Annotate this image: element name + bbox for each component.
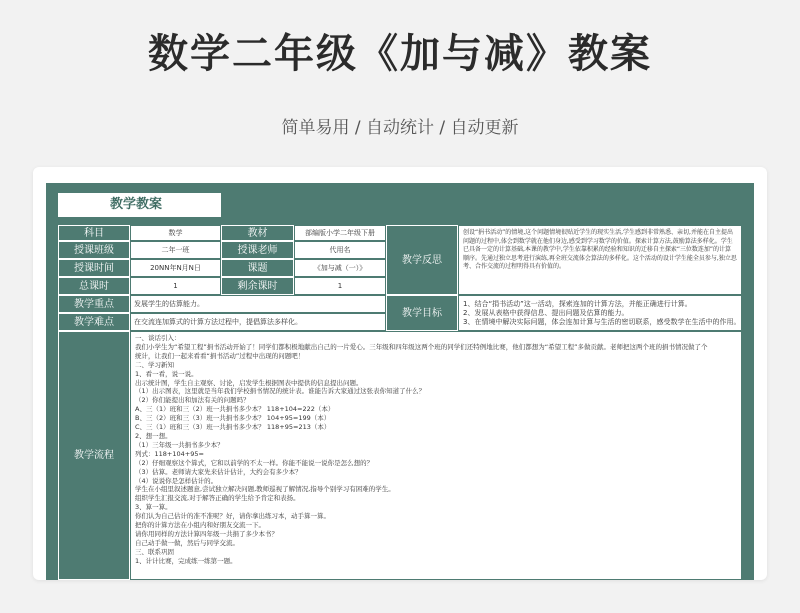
label-difficulties: 教学难点	[58, 313, 130, 331]
label-reflection: 教学反思	[386, 225, 458, 295]
process-line: 1、计计比赛，完成练一练第一题。	[135, 556, 237, 565]
label-subject: 科目	[58, 225, 130, 241]
process-line: 组织学生汇报交流,对于解答正确的学生给予肯定和表扬。	[135, 494, 300, 503]
value-material: 部编版小学二年级下册	[294, 225, 386, 241]
value-total-hours: 1	[130, 277, 221, 295]
process-line: （3）估算。老师请大家先来估计估计，大约会有多少本？	[135, 467, 302, 476]
process-line: 请你用同样的方法计算四年级一共捐了多少本书？	[135, 529, 278, 538]
process-line: A、三（1）班和三（2）班一共捐书多少本？ 118+104=222（本）	[135, 405, 335, 414]
process-line: 3、算一算。	[135, 503, 172, 512]
value-topic: 《加与减（一）》	[294, 259, 386, 277]
process-line: C、三（1）班和三（3）班一共捐书多少本？ 118+95=213（本）	[135, 423, 331, 432]
value-goals	[458, 295, 742, 331]
goal-line: 2、发展从表格中获得信息、提出问题及估算的能力。	[463, 309, 629, 317]
label-teacher: 授课老师	[221, 241, 294, 259]
label-material: 教材	[221, 225, 294, 241]
process-line: B、三（2）班和三（3）班一共捐书多少本？ 104+95=199（本）	[135, 414, 331, 423]
process-line: 把你的计算方法在小组内和好朋友交流一下。	[135, 521, 265, 530]
goal-line: 1、结合“捐书活动”这一活动，探索连加的计算方法，并能正确进行计算。	[463, 300, 692, 308]
process-line: 列式：118+104+95=	[135, 449, 204, 458]
process-line: 1、看一看，说一说。	[135, 369, 198, 378]
value-subject: 数学	[130, 225, 221, 241]
page-subtitle: 简单易用 / 自动统计 / 自动更新	[281, 118, 519, 138]
process-line: 自己动手做一做，然后与同学交流。	[135, 538, 239, 547]
value-key-points: 发展学生的估算能力。	[130, 295, 386, 313]
label-class: 授课班级	[58, 241, 130, 259]
page-title: 数学二年级《加与减》教案	[148, 31, 652, 77]
lesson-plan-sheet	[46, 183, 754, 580]
label-key-points: 教学重点	[58, 295, 130, 313]
label-time: 授课时间	[58, 259, 130, 277]
label-remaining-hours: 剩余课时	[221, 277, 294, 295]
process-line: 学生在小组里叙述题意,尝试独立解决问题,教师巡视了解情况,指导个别学习有困难的学生。	[135, 485, 395, 494]
value-teacher: 代用名	[294, 241, 386, 259]
process-line: 一、谈话引入：	[135, 334, 181, 342]
process-line: 三、联系巩固	[135, 547, 174, 556]
process-line: 你们认为自己估计的准不准呢？好，请你拿出练习本，动手算一算。	[135, 512, 330, 521]
label-total-hours: 总课时	[58, 277, 130, 295]
process-line: 我们小学生为“希望工程”捐书活动开始了！同学们都积极地献出自己的一片爱心。三年级和四年级这两个班的同学们还特例地比赛，他们都想为“希望工程”多做贡献。老师把这两个班的捐书情况做了个	[135, 342, 708, 351]
value-remaining-hours: 1	[294, 277, 386, 295]
label-goals: 教学目标	[386, 295, 458, 331]
process-line: 2、想一想。	[135, 431, 172, 440]
value-time: 20NN年N月N日	[130, 259, 221, 277]
process-line: （2）你们能提出和加法有关的问题吗？	[135, 396, 250, 405]
value-reflection: 创设“捐书活动”的情境,这个问题情境很贴近学生的现实生活,学生感到非常熟悉、亲切,并能在自主提出问题的过程中,体会到数学就在他们身边,感受到学习数学的价值。探索计算方法,鼓励算法多样化。学生已具备一定的计算基础,本课的教学中,学生依靠积累的经验和知识的迁移自主探索“三位数连加”的计算顺序。先通过独立思考进行演练,再全班交流体会算法的多样化。这个活动的设计学生能全员参与,独立思考、合作交流的过程明得具有价值的。	[458, 225, 742, 295]
sheet-header: 教学教案	[58, 193, 221, 217]
process-line: （4）说说你是怎样估计的。	[135, 476, 218, 485]
preview-card	[33, 167, 767, 580]
process-line: 二、学习新知	[135, 360, 174, 369]
label-process: 教学流程	[58, 331, 130, 580]
label-topic: 课题	[221, 259, 294, 277]
goal-line: 3、在情境中解决实际问题，体会连加计算与生活的密切联系，感受数学在生活中的作用。	[463, 318, 741, 326]
value-process	[130, 331, 742, 580]
process-line: （1）三年级一共捐书多少本？	[135, 440, 224, 449]
process-line: （2）仔细观察这个算式，它和以前学的不太一样。你能不能说一说你是怎么想的？	[135, 458, 374, 467]
process-line: 统计，让我们一起来看看“捐书活动”过程中出现的问题吧！	[135, 351, 305, 360]
process-line: 出示统计图，学生自主观察、讨论，启发学生根据图表中提供的信息提出问题。	[135, 378, 363, 387]
value-class: 二年一班	[130, 241, 221, 259]
value-difficulties: 在交流连加算式的计算方法过程中，提倡算法多样化。	[130, 313, 386, 331]
process-line: （1）出示图表，这里就是当年我们学校捐书情况的统计表。谁能告诉大家通过这张表你知道了什么？	[135, 387, 426, 396]
